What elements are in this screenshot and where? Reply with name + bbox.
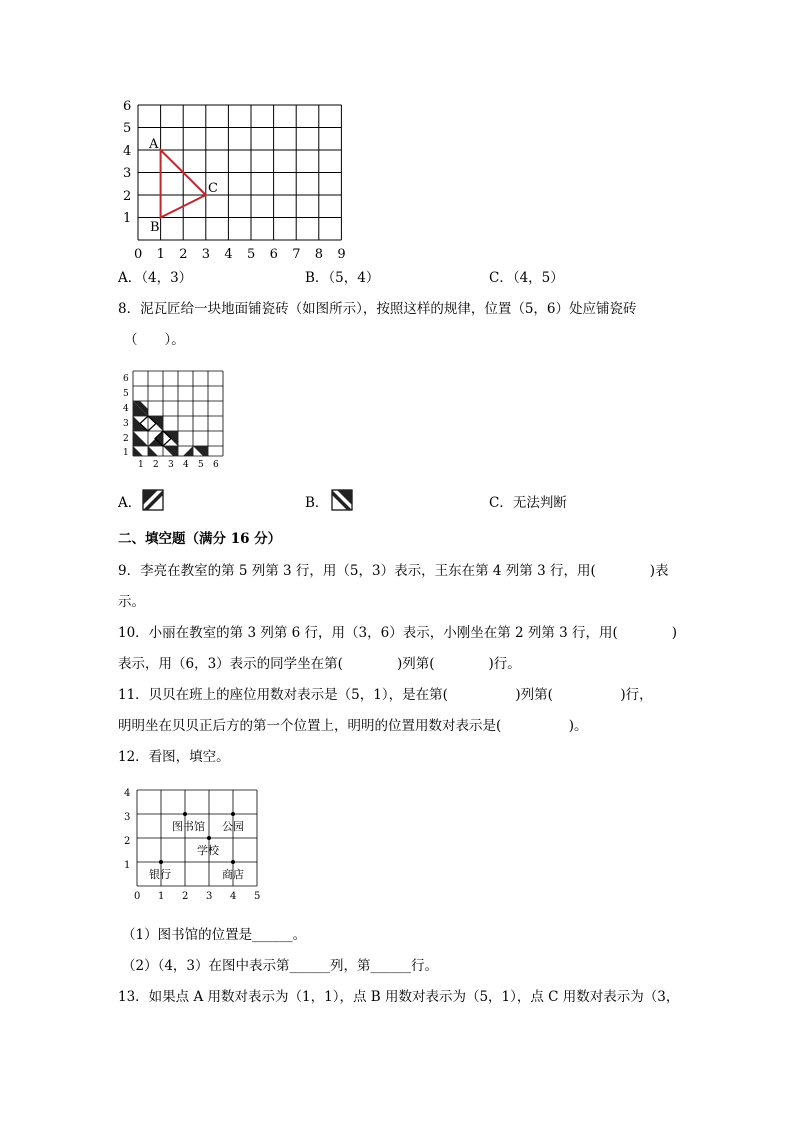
q7-option-b[interactable]: B．（5，4） [305,270,380,286]
q7-x-label: 4 [224,247,233,262]
q7-y-label: 5 [123,121,132,136]
tile [183,446,193,456]
q12-school-label: 学校 [197,844,219,857]
q12-library-label: 图书馆 [172,820,205,833]
q7-option-a[interactable]: A．（4，3） [118,270,193,286]
q8-x-label: 1 [138,460,144,470]
q7-y-label: 4 [123,144,132,159]
q12-shop-label: 商店 [222,868,244,881]
q12-x-label: 0 [134,891,141,902]
q12-x-label: 2 [182,891,189,902]
q12-bank-label: 银行 [149,868,171,881]
q11-line1: 11．贝贝在班上的座位用数对表示是（5，1），是在第( )列第( )行， [118,687,653,703]
section-2-title: 二、填空题（满分 16 分） [118,531,282,547]
q12-school-dot [207,836,211,840]
q7-x-label: 9 [337,247,346,262]
q7-y-label: 3 [123,166,132,181]
q12-bank-dot [159,860,163,864]
tile [133,431,148,446]
q8-y-label: 4 [123,404,129,414]
q8-stem-line2: （ ）。 [124,332,185,348]
tile [148,446,158,456]
tile [193,446,208,456]
q7-x-label: 5 [247,247,256,262]
q7-point-b-label: B [150,220,160,235]
q7-y-label: 2 [123,189,132,204]
q8-option-c[interactable]: C．无法判断 [489,495,567,511]
q8-x-label: 6 [213,460,219,470]
q12-shop-dot [231,860,235,864]
q7-option-c[interactable]: C．（4，5） [489,270,564,286]
q10-line2: 表示，用（6，3）表示的同学坐在第( )列第( )行。 [118,656,521,672]
q12-park-dot [231,812,235,816]
q8-y-label: 5 [123,389,129,399]
q8-option-a[interactable]: A． [118,495,142,511]
q8-x-label: 3 [168,460,174,470]
tile [163,446,178,456]
q11-line2: 明明坐在贝贝正后方的第一个位置上，明明的位置用数对表示是( )。 [118,718,588,734]
q7-x-label: 0 [134,247,143,262]
q12-x-label: 5 [254,891,261,902]
q7-x-label: 1 [156,247,165,262]
q12-stem: 12．看图，填空。 [118,749,230,765]
q7-x-label: 7 [292,247,301,262]
q12-library-dot [183,812,187,816]
q8-stem-line1: 8．泥瓦匠给一块地面铺瓷砖（如图所示），按照这样的规律，位置（5，6）处应铺瓷砖 [118,301,637,317]
q12-y-label: 4 [124,788,131,799]
q12-x-label: 4 [230,891,237,902]
q12-y-label: 1 [124,860,131,871]
q8-x-label: 5 [198,460,204,470]
q7-x-label: 3 [201,247,211,262]
q9-line2: 示。 [118,594,145,610]
q7-x-label: 6 [269,247,278,262]
q8-option-a-tile-icon[interactable] [142,489,164,511]
q10-line1: 10．小丽在教室的第 3 列第 6 行，用（3，6）表示，小刚坐在第 2 列第 3 行，用( ) [118,625,678,641]
q7-point-c-label: C [208,181,218,196]
q7-y-label: 6 [123,99,132,114]
q12-y-label: 3 [124,812,131,823]
q12-x-label: 1 [158,891,165,902]
q7-x-label: 8 [314,247,324,262]
q12-park-label: 公园 [222,820,244,833]
q8-y-label: 1 [123,448,129,458]
q12-x-label: 3 [206,891,213,902]
q12-sub2: （2）（4，3）在图中表示第______列，第______行。 [122,958,439,974]
q8-y-label: 6 [123,374,129,384]
q8-option-b-tile-icon[interactable] [331,489,353,511]
q7-point-a-label: A [149,137,159,152]
q8-y-label: 2 [123,434,129,444]
q7-y-label: 1 [123,211,132,226]
q8-tile-grid [118,366,228,470]
q12-y-label: 2 [124,836,131,847]
q12-sub1: （1）图书馆的位置是______。 [122,927,307,943]
q8-option-b[interactable]: B． [305,495,329,511]
q8-x-label: 2 [153,460,159,470]
q7-coordinate-grid [115,95,360,265]
q8-y-label: 3 [123,419,129,429]
q7-x-label: 2 [179,247,188,262]
q8-x-label: 4 [183,460,189,470]
q13-line1: 13．如果点 A 用数对表示为（1，1），点 B 用数对表示为（5，1），点 C 用数对表示为（3， [118,989,680,1005]
q9-line1: 9．李亮在教室的第 5 列第 3 行，用（5，3）表示，王东在第 4 列第 3 行，用( )表 [118,563,669,579]
q12-map-grid [120,785,270,905]
tile [133,446,143,456]
